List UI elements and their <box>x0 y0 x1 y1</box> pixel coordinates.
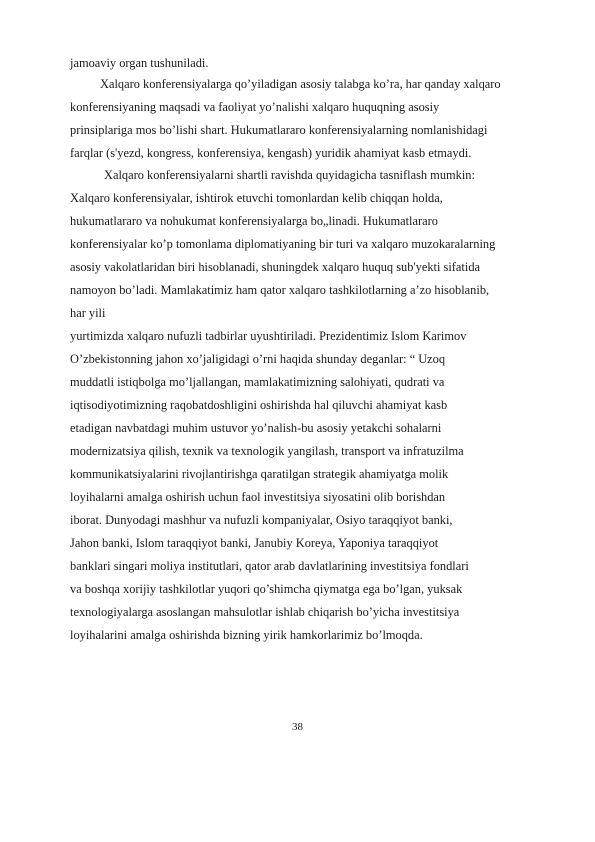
text-line: Xalqaro konferensiyalar, ishtirok etuvchi tomonlardan kelib chiqqan holda, <box>70 191 443 205</box>
text-line: va boshqa xorijiy tashkilotlar yuqori qo’shimcha qiymatga ega bo’lgan, yuksak <box>70 582 463 596</box>
text-line: O’zbekistonning jahon xo’jaligidagi o’rni haqida shunday deganlar: “ Uzoq <box>70 352 446 366</box>
paragraph-first-line: Xalqaro konferensiyalarga qo’yiladigan asosiy talabga ko’ra, har qanday xalqaro <box>100 77 501 91</box>
page-number: 38 <box>292 721 303 733</box>
text-line: konferensiyalar ko’p tomonlama diplomatiyaning bir turi va xalqaro muzokaralarning <box>70 237 496 251</box>
text-line: kommunikatsiyalarini rivojlantirishga qaratilgan strategik ahamiyatga molik <box>70 467 449 481</box>
text-line: farqlar (s'yezd, kongress, konferensiya, kengash) yuridik ahamiyat kasb etmaydi. <box>70 146 472 160</box>
text-line: prinsiplariga mos bo’lishi shart. Hukumatlararo konferensiyalarning nomlanishidagi <box>70 123 488 137</box>
text-line: Jahon banki, Islom taraqqiyot banki, Janubiy Koreya, Yaponiya taraqqiyot <box>70 536 439 550</box>
text-line: konferensiyaning maqsadi va faoliyat yo’nalishi xalqaro huquqning asosiy <box>70 100 440 114</box>
text-line: loyihalarni amalga oshirish uchun faol investitsiya siyosatini olib borishdan <box>70 490 446 504</box>
text-line: etadigan navbatdagi muhim ustuvor yo’nalish-bu asosiy yetakchi sohalarni <box>70 421 442 435</box>
text-line: iqtisodiyotimizning raqobatdoshligini oshirishda hal qiluvchi ahamiyat kasb <box>70 398 448 412</box>
text-line: jamoaviy organ tushuniladi. <box>70 56 209 70</box>
text-line: namoyon bo’ladi. Mamlakatimiz ham qator xalqaro tashkilotlarning a’zo hisoblanib, <box>70 283 490 297</box>
text-line: loyihalarini amalga oshirishda bizning yirik hamkorlarimiz bo’lmoqda. <box>70 628 423 642</box>
text-line: asosiy vakolatlaridan biri hisoblanadi, shuningdek xalqaro huquq sub'yekti sifatida <box>70 260 481 274</box>
paragraph-first-line: Xalqaro konferensiyalarni shartli ravishda quyidagicha tasniflash mumkin: <box>104 168 475 182</box>
text-line: har yili <box>70 306 106 320</box>
text-line: hukumatlararo va nohukumat konferensiyalarga bo„linadi. Hukumatlararo <box>70 214 438 228</box>
text-line: banklari singari moliya institutlari, qator arab davlatlarining investitsiya fondlari <box>70 559 469 573</box>
text-line: iborat. Dunyodagi mashhur va nufuzli kompaniyalar, Osiyo taraqqiyot banki, <box>70 513 453 527</box>
text-line: yurtimizda xalqaro nufuzli tadbirlar uyushtiriladi. Prezidentimiz Islom Karimov <box>70 329 467 343</box>
text-line: texnologiyalarga asoslangan mahsulotlar ishlab chiqarish bo’yicha investitsiya <box>70 605 460 619</box>
text-line: modernizatsiya qilish, texnik va texnologik yangilash, transport va infratuzilma <box>70 444 464 458</box>
text-line: muddatli istiqbolga mo’ljallangan, mamlakatimizning salohiyati, qudrati va <box>70 375 445 389</box>
